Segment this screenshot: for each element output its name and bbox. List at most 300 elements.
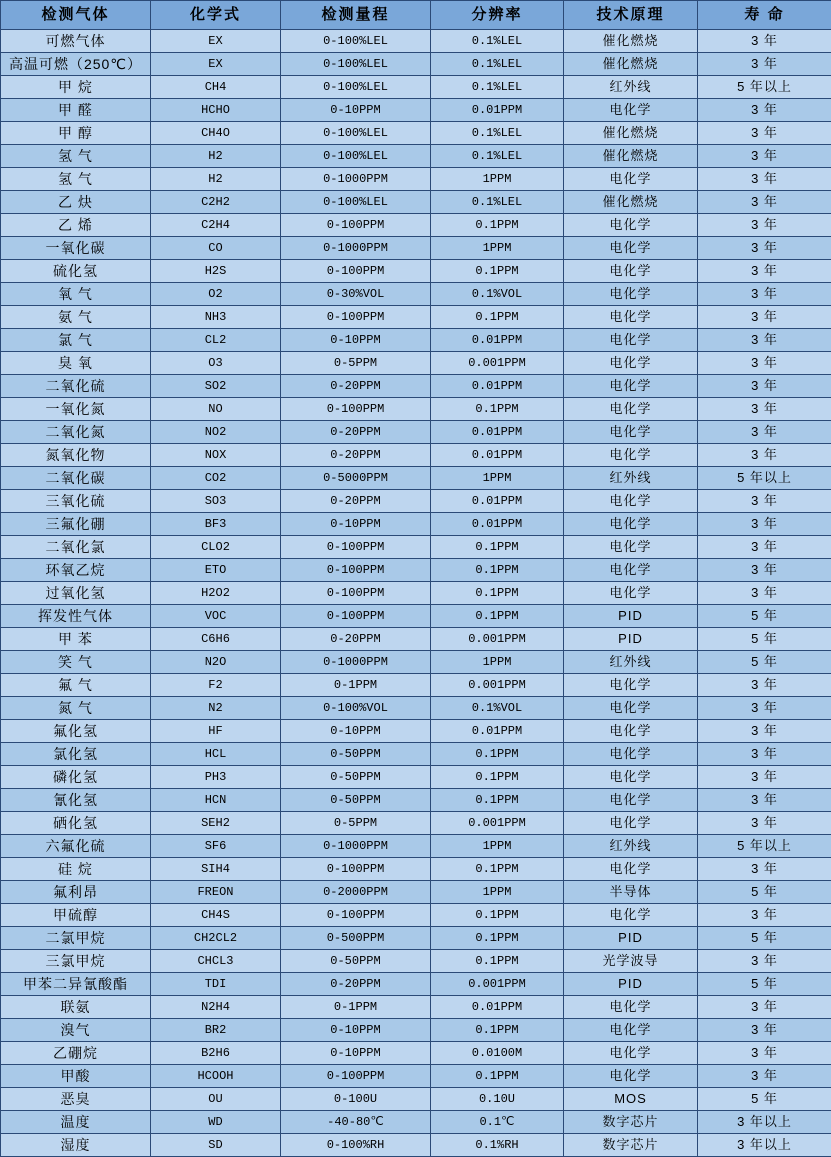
cell-resolution: 0.001PPM — [431, 674, 564, 697]
cell-gas-name: 甲苯二异氰酸酯 — [1, 973, 151, 996]
cell-technology: 电化学 — [564, 283, 698, 306]
cell-resolution: 1PPM — [431, 835, 564, 858]
cell-resolution: 0.1PPM — [431, 1019, 564, 1042]
cell-lifespan: 5 年 — [698, 628, 831, 651]
cell-lifespan: 3 年 — [698, 214, 831, 237]
cell-detection-range: 0-1000PPM — [281, 168, 431, 191]
table-row — [1, 53, 831, 76]
cell-detection-range: -40-80℃ — [281, 1111, 431, 1134]
table-row — [1, 812, 831, 835]
table-row — [1, 421, 831, 444]
cell-technology: 电化学 — [564, 352, 698, 375]
table-row — [1, 145, 831, 168]
cell-lifespan: 3 年以上 — [698, 1111, 831, 1134]
cell-lifespan: 3 年 — [698, 99, 831, 122]
cell-chemical-formula: H2S — [151, 260, 281, 283]
table-row — [1, 904, 831, 927]
cell-resolution: 0.1PPM — [431, 398, 564, 421]
cell-gas-name: 氯 气 — [1, 329, 151, 352]
table-row — [1, 30, 831, 53]
cell-resolution: 0.1%VOL — [431, 283, 564, 306]
cell-detection-range: 0-50PPM — [281, 766, 431, 789]
cell-resolution: 0.01PPM — [431, 444, 564, 467]
cell-lifespan: 3 年 — [698, 191, 831, 214]
cell-chemical-formula: N2H4 — [151, 996, 281, 1019]
table-row — [1, 191, 831, 214]
cell-resolution: 0.01PPM — [431, 720, 564, 743]
table-row — [1, 1111, 831, 1134]
cell-chemical-formula: PH3 — [151, 766, 281, 789]
cell-technology: 红外线 — [564, 835, 698, 858]
table-row — [1, 490, 831, 513]
cell-detection-range: 0-1PPM — [281, 674, 431, 697]
cell-technology: 催化燃烧 — [564, 30, 698, 53]
cell-resolution: 0.01PPM — [431, 421, 564, 444]
cell-chemical-formula: SIH4 — [151, 858, 281, 881]
cell-detection-range: 0-10PPM — [281, 1042, 431, 1065]
cell-gas-name: 三氯甲烷 — [1, 950, 151, 973]
cell-resolution: 0.1PPM — [431, 743, 564, 766]
table-row — [1, 375, 831, 398]
cell-chemical-formula: NO2 — [151, 421, 281, 444]
cell-chemical-formula: EX — [151, 30, 281, 53]
cell-gas-name: 硅 烷 — [1, 858, 151, 881]
cell-chemical-formula: N2O — [151, 651, 281, 674]
cell-technology: 电化学 — [564, 697, 698, 720]
cell-lifespan: 3 年 — [698, 582, 831, 605]
cell-lifespan: 3 年 — [698, 904, 831, 927]
cell-technology: 电化学 — [564, 789, 698, 812]
cell-gas-name: 硫化氢 — [1, 260, 151, 283]
cell-resolution: 0.1PPM — [431, 559, 564, 582]
cell-resolution: 1PPM — [431, 237, 564, 260]
cell-chemical-formula: CH4O — [151, 122, 281, 145]
cell-detection-range: 0-5PPM — [281, 812, 431, 835]
cell-chemical-formula: CLO2 — [151, 536, 281, 559]
cell-detection-range: 0-100PPM — [281, 605, 431, 628]
cell-lifespan: 3 年 — [698, 53, 831, 76]
cell-chemical-formula: SO2 — [151, 375, 281, 398]
cell-detection-range: 0-1000PPM — [281, 237, 431, 260]
cell-resolution: 0.1PPM — [431, 536, 564, 559]
cell-technology: 电化学 — [564, 329, 698, 352]
cell-gas-name: 硒化氢 — [1, 812, 151, 835]
table-row — [1, 720, 831, 743]
cell-detection-range: 0-30%VOL — [281, 283, 431, 306]
cell-gas-name: 氮氧化物 — [1, 444, 151, 467]
table-row — [1, 260, 831, 283]
cell-chemical-formula: B2H6 — [151, 1042, 281, 1065]
cell-gas-name: 三氧化硫 — [1, 490, 151, 513]
cell-resolution: 0.1PPM — [431, 582, 564, 605]
cell-lifespan: 5 年以上 — [698, 467, 831, 490]
cell-technology: 电化学 — [564, 766, 698, 789]
cell-lifespan: 5 年 — [698, 927, 831, 950]
cell-detection-range: 0-100%LEL — [281, 76, 431, 99]
cell-resolution: 0.001PPM — [431, 973, 564, 996]
cell-detection-range: 0-5PPM — [281, 352, 431, 375]
cell-resolution: 0.1%LEL — [431, 122, 564, 145]
cell-chemical-formula: NH3 — [151, 306, 281, 329]
cell-detection-range: 0-20PPM — [281, 490, 431, 513]
cell-lifespan: 3 年 — [698, 329, 831, 352]
cell-technology: 电化学 — [564, 674, 698, 697]
cell-chemical-formula: F2 — [151, 674, 281, 697]
cell-lifespan: 3 年 — [698, 237, 831, 260]
cell-resolution: 0.01PPM — [431, 99, 564, 122]
cell-lifespan: 3 年 — [698, 490, 831, 513]
cell-gas-name: 联氨 — [1, 996, 151, 1019]
cell-technology: 电化学 — [564, 214, 698, 237]
cell-technology: 电化学 — [564, 858, 698, 881]
cell-resolution: 0.1%RH — [431, 1134, 564, 1157]
cell-lifespan: 3 年 — [698, 513, 831, 536]
cell-gas-name: 氟利昂 — [1, 881, 151, 904]
cell-chemical-formula: CH2CL2 — [151, 927, 281, 950]
cell-resolution: 0.1PPM — [431, 927, 564, 950]
cell-gas-name: 挥发性气体 — [1, 605, 151, 628]
cell-gas-name: 乙硼烷 — [1, 1042, 151, 1065]
cell-lifespan: 5 年以上 — [698, 835, 831, 858]
cell-resolution: 0.0100M — [431, 1042, 564, 1065]
column-header-gas-name: 检测气体 — [1, 1, 151, 30]
cell-gas-name: 环氧乙烷 — [1, 559, 151, 582]
cell-resolution: 0.001PPM — [431, 628, 564, 651]
cell-chemical-formula: CO — [151, 237, 281, 260]
column-header-resolution: 分辨率 — [431, 1, 564, 30]
cell-detection-range: 0-100%RH — [281, 1134, 431, 1157]
cell-detection-range: 0-100%LEL — [281, 53, 431, 76]
cell-lifespan: 3 年 — [698, 996, 831, 1019]
cell-resolution: 0.1PPM — [431, 260, 564, 283]
cell-detection-range: 0-50PPM — [281, 743, 431, 766]
cell-technology: MOS — [564, 1088, 698, 1111]
cell-detection-range: 0-100PPM — [281, 398, 431, 421]
cell-gas-name: 氨 气 — [1, 306, 151, 329]
cell-resolution: 0.1PPM — [431, 214, 564, 237]
cell-gas-name: 湿度 — [1, 1134, 151, 1157]
cell-lifespan: 3 年 — [698, 559, 831, 582]
cell-lifespan: 3 年 — [698, 536, 831, 559]
table-row — [1, 168, 831, 191]
table-row — [1, 674, 831, 697]
cell-chemical-formula: SEH2 — [151, 812, 281, 835]
cell-detection-range: 0-20PPM — [281, 973, 431, 996]
cell-chemical-formula: HF — [151, 720, 281, 743]
table-row — [1, 766, 831, 789]
cell-technology: 电化学 — [564, 490, 698, 513]
cell-gas-name: 高温可燃（250℃） — [1, 53, 151, 76]
table-row — [1, 513, 831, 536]
cell-lifespan: 3 年 — [698, 306, 831, 329]
cell-technology: 电化学 — [564, 1065, 698, 1088]
cell-resolution: 0.01PPM — [431, 375, 564, 398]
cell-detection-range: 0-1PPM — [281, 996, 431, 1019]
cell-lifespan: 3 年 — [698, 352, 831, 375]
cell-gas-name: 甲 醇 — [1, 122, 151, 145]
cell-technology: PID — [564, 927, 698, 950]
cell-technology: 电化学 — [564, 904, 698, 927]
column-header-detection-range: 检测量程 — [281, 1, 431, 30]
cell-chemical-formula: C2H2 — [151, 191, 281, 214]
cell-chemical-formula: ETO — [151, 559, 281, 582]
cell-detection-range: 0-100PPM — [281, 904, 431, 927]
cell-gas-name: 臭 氧 — [1, 352, 151, 375]
cell-detection-range: 0-100PPM — [281, 306, 431, 329]
cell-detection-range: 0-2000PPM — [281, 881, 431, 904]
cell-detection-range: 0-10PPM — [281, 513, 431, 536]
cell-technology: 电化学 — [564, 720, 698, 743]
table-header — [1, 1, 831, 30]
cell-chemical-formula: HCHO — [151, 99, 281, 122]
table-row — [1, 789, 831, 812]
cell-technology: 电化学 — [564, 168, 698, 191]
table-row — [1, 444, 831, 467]
cell-lifespan: 3 年 — [698, 1019, 831, 1042]
cell-chemical-formula: CH4S — [151, 904, 281, 927]
table-row — [1, 76, 831, 99]
cell-gas-name: 氢 气 — [1, 145, 151, 168]
cell-detection-range: 0-20PPM — [281, 628, 431, 651]
table-row — [1, 467, 831, 490]
cell-detection-range: 0-10PPM — [281, 99, 431, 122]
table-row — [1, 605, 831, 628]
cell-resolution: 0.001PPM — [431, 352, 564, 375]
table-row — [1, 996, 831, 1019]
cell-resolution: 0.01PPM — [431, 329, 564, 352]
table-row — [1, 950, 831, 973]
cell-lifespan: 3 年 — [698, 858, 831, 881]
cell-technology: PID — [564, 973, 698, 996]
table-row — [1, 835, 831, 858]
cell-resolution: 0.01PPM — [431, 490, 564, 513]
table-header-row — [1, 1, 831, 30]
cell-chemical-formula: CHCL3 — [151, 950, 281, 973]
cell-technology: 电化学 — [564, 1042, 698, 1065]
cell-detection-range: 0-100PPM — [281, 536, 431, 559]
cell-chemical-formula: C6H6 — [151, 628, 281, 651]
cell-chemical-formula: CL2 — [151, 329, 281, 352]
cell-technology: 数字芯片 — [564, 1111, 698, 1134]
cell-detection-range: 0-500PPM — [281, 927, 431, 950]
cell-lifespan: 3 年 — [698, 1042, 831, 1065]
cell-technology: 电化学 — [564, 513, 698, 536]
table-row — [1, 1134, 831, 1157]
cell-lifespan: 3 年 — [698, 168, 831, 191]
cell-lifespan: 3 年 — [698, 743, 831, 766]
cell-technology: 半导体 — [564, 881, 698, 904]
cell-chemical-formula: O2 — [151, 283, 281, 306]
cell-technology: 数字芯片 — [564, 1134, 698, 1157]
cell-lifespan: 3 年 — [698, 812, 831, 835]
cell-chemical-formula: EX — [151, 53, 281, 76]
cell-chemical-formula: SF6 — [151, 835, 281, 858]
cell-gas-name: 一氧化碳 — [1, 237, 151, 260]
cell-technology: 电化学 — [564, 398, 698, 421]
cell-gas-name: 氯化氢 — [1, 743, 151, 766]
table-row — [1, 352, 831, 375]
cell-gas-name: 二氧化氯 — [1, 536, 151, 559]
cell-technology: PID — [564, 605, 698, 628]
cell-technology: 电化学 — [564, 99, 698, 122]
cell-gas-name: 甲硫醇 — [1, 904, 151, 927]
cell-detection-range: 0-1000PPM — [281, 835, 431, 858]
cell-chemical-formula: TDI — [151, 973, 281, 996]
cell-gas-name: 三氟化硼 — [1, 513, 151, 536]
cell-resolution: 0.1PPM — [431, 605, 564, 628]
cell-detection-range: 0-100PPM — [281, 858, 431, 881]
cell-chemical-formula: H2 — [151, 168, 281, 191]
cell-lifespan: 3 年 — [698, 122, 831, 145]
cell-technology: 催化燃烧 — [564, 191, 698, 214]
cell-resolution: 1PPM — [431, 467, 564, 490]
cell-resolution: 0.1PPM — [431, 858, 564, 881]
table-row — [1, 1042, 831, 1065]
cell-chemical-formula: CH4 — [151, 76, 281, 99]
cell-technology: 电化学 — [564, 743, 698, 766]
cell-chemical-formula: BF3 — [151, 513, 281, 536]
cell-technology: 催化燃烧 — [564, 53, 698, 76]
table-row — [1, 697, 831, 720]
cell-lifespan: 3 年 — [698, 283, 831, 306]
cell-technology: PID — [564, 628, 698, 651]
cell-gas-name: 氟 气 — [1, 674, 151, 697]
cell-detection-range: 0-10PPM — [281, 329, 431, 352]
cell-lifespan: 3 年 — [698, 30, 831, 53]
cell-detection-range: 0-100%LEL — [281, 145, 431, 168]
cell-gas-name: 氢 气 — [1, 168, 151, 191]
cell-chemical-formula: CO2 — [151, 467, 281, 490]
cell-gas-name: 氰化氢 — [1, 789, 151, 812]
cell-technology: 电化学 — [564, 375, 698, 398]
table-row — [1, 1088, 831, 1111]
cell-technology: 电化学 — [564, 444, 698, 467]
column-header-lifespan: 寿 命 — [698, 1, 831, 30]
table-row — [1, 329, 831, 352]
table-row — [1, 214, 831, 237]
table-row — [1, 651, 831, 674]
cell-resolution: 0.1PPM — [431, 904, 564, 927]
cell-chemical-formula: SO3 — [151, 490, 281, 513]
cell-lifespan: 3 年 — [698, 375, 831, 398]
table-row — [1, 973, 831, 996]
table-row — [1, 283, 831, 306]
cell-lifespan: 3 年 — [698, 720, 831, 743]
cell-lifespan: 5 年以上 — [698, 76, 831, 99]
cell-resolution: 0.10U — [431, 1088, 564, 1111]
cell-lifespan: 3 年 — [698, 444, 831, 467]
table-row — [1, 582, 831, 605]
cell-gas-name: 溴气 — [1, 1019, 151, 1042]
cell-gas-name: 温度 — [1, 1111, 151, 1134]
cell-lifespan: 5 年 — [698, 605, 831, 628]
cell-resolution: 0.1PPM — [431, 306, 564, 329]
column-header-chemical-formula: 化学式 — [151, 1, 281, 30]
table-body — [1, 30, 831, 1157]
cell-chemical-formula: HCOOH — [151, 1065, 281, 1088]
cell-gas-name: 一氧化氮 — [1, 398, 151, 421]
cell-detection-range: 0-5000PPM — [281, 467, 431, 490]
cell-chemical-formula: O3 — [151, 352, 281, 375]
table-row — [1, 398, 831, 421]
cell-technology: 电化学 — [564, 237, 698, 260]
cell-detection-range: 0-10PPM — [281, 720, 431, 743]
cell-detection-range: 0-50PPM — [281, 789, 431, 812]
cell-technology: 光学波导 — [564, 950, 698, 973]
cell-chemical-formula: VOC — [151, 605, 281, 628]
cell-gas-name: 氧 气 — [1, 283, 151, 306]
cell-detection-range: 0-100PPM — [281, 260, 431, 283]
cell-detection-range: 0-50PPM — [281, 950, 431, 973]
cell-lifespan: 3 年 — [698, 1065, 831, 1088]
cell-detection-range: 0-100%LEL — [281, 122, 431, 145]
cell-technology: 红外线 — [564, 467, 698, 490]
cell-technology: 电化学 — [564, 559, 698, 582]
cell-detection-range: 0-10PPM — [281, 1019, 431, 1042]
cell-detection-range: 0-100PPM — [281, 582, 431, 605]
table-row — [1, 559, 831, 582]
cell-technology: 催化燃烧 — [564, 122, 698, 145]
table-row — [1, 858, 831, 881]
table-row — [1, 99, 831, 122]
cell-lifespan: 5 年 — [698, 881, 831, 904]
cell-gas-name: 过氧化氢 — [1, 582, 151, 605]
cell-detection-range: 0-100%VOL — [281, 697, 431, 720]
table-row — [1, 237, 831, 260]
cell-resolution: 0.01PPM — [431, 513, 564, 536]
cell-detection-range: 0-20PPM — [281, 444, 431, 467]
table-row — [1, 536, 831, 559]
cell-technology: 电化学 — [564, 306, 698, 329]
cell-detection-range: 0-100U — [281, 1088, 431, 1111]
cell-gas-name: 二氧化氮 — [1, 421, 151, 444]
cell-gas-name: 氮 气 — [1, 697, 151, 720]
cell-resolution: 0.1%VOL — [431, 697, 564, 720]
cell-gas-name: 甲 醛 — [1, 99, 151, 122]
cell-detection-range: 0-100%LEL — [281, 191, 431, 214]
cell-chemical-formula: FREON — [151, 881, 281, 904]
cell-technology: 电化学 — [564, 536, 698, 559]
cell-gas-name: 笑 气 — [1, 651, 151, 674]
cell-lifespan: 3 年 — [698, 398, 831, 421]
table-row — [1, 628, 831, 651]
cell-resolution: 0.1%LEL — [431, 145, 564, 168]
cell-gas-name: 乙 炔 — [1, 191, 151, 214]
cell-gas-name: 磷化氢 — [1, 766, 151, 789]
cell-technology: 红外线 — [564, 76, 698, 99]
cell-chemical-formula: WD — [151, 1111, 281, 1134]
cell-detection-range: 0-100%LEL — [281, 30, 431, 53]
cell-chemical-formula: OU — [151, 1088, 281, 1111]
cell-chemical-formula: SD — [151, 1134, 281, 1157]
cell-technology: 电化学 — [564, 812, 698, 835]
table-row — [1, 881, 831, 904]
cell-resolution: 0.1PPM — [431, 766, 564, 789]
cell-resolution: 1PPM — [431, 881, 564, 904]
table-row — [1, 306, 831, 329]
cell-resolution: 0.1PPM — [431, 1065, 564, 1088]
cell-resolution: 0.1%LEL — [431, 53, 564, 76]
cell-chemical-formula: NOX — [151, 444, 281, 467]
cell-resolution: 0.001PPM — [431, 812, 564, 835]
cell-gas-name: 甲 烷 — [1, 76, 151, 99]
cell-technology: 电化学 — [564, 582, 698, 605]
cell-resolution: 1PPM — [431, 168, 564, 191]
cell-chemical-formula: H2 — [151, 145, 281, 168]
table-row — [1, 927, 831, 950]
cell-technology: 电化学 — [564, 421, 698, 444]
cell-gas-name: 二氧化碳 — [1, 467, 151, 490]
